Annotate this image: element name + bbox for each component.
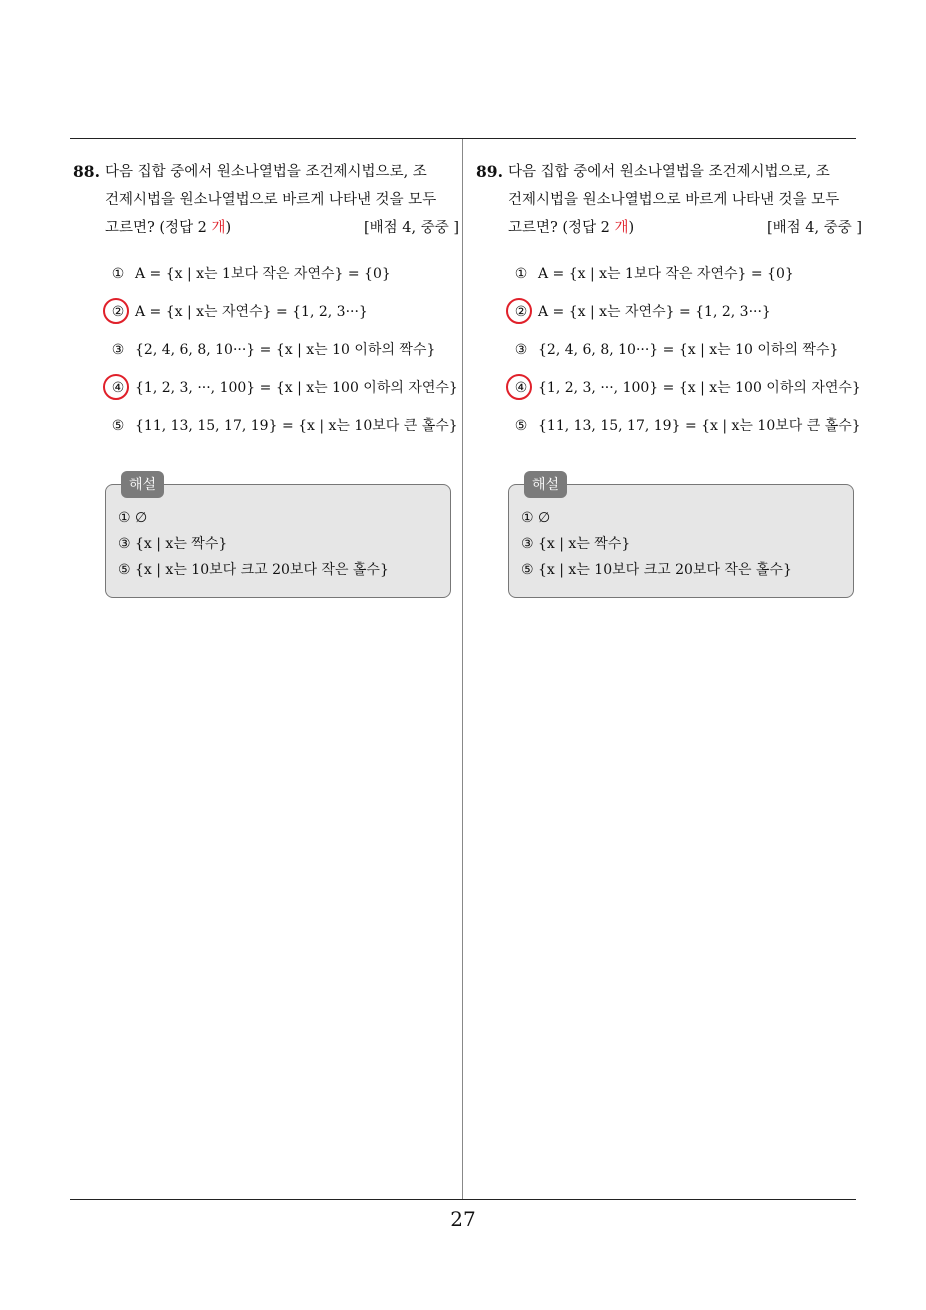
stem-line-3 bbox=[105, 214, 459, 242]
column-divider bbox=[462, 139, 463, 1199]
explanation-box bbox=[105, 477, 451, 598]
answer-count-unit: 개 bbox=[614, 220, 629, 236]
choice-5[interactable] bbox=[510, 414, 862, 438]
choice-3[interactable] bbox=[107, 338, 459, 362]
stem-line-3 bbox=[508, 214, 862, 242]
choice-text: {1, 2, 3, ···, 100} = {x | x는 100 이하의 자연수} bbox=[135, 380, 458, 396]
stem-line-1: 다음 집합 중에서 원소나열법을 조건제시법으로, 조 bbox=[105, 164, 427, 180]
choice-list bbox=[510, 262, 862, 438]
explanation-line: ③ {x | x는 짝수} bbox=[118, 536, 228, 552]
explanation-line: ⑤ {x | x는 10보다 크고 20보다 작은 홀수} bbox=[118, 562, 389, 578]
choice-text: {2, 4, 6, 8, 10···} = {x | x는 10 이하의 짝수} bbox=[538, 342, 839, 358]
choice-1[interactable] bbox=[107, 262, 459, 286]
choice-marker: ③ bbox=[111, 342, 125, 358]
choice-4[interactable] bbox=[510, 376, 862, 400]
stem-line-1: 다음 집합 중에서 원소나열법을 조건제시법으로, 조 bbox=[508, 164, 830, 180]
bottom-rule bbox=[70, 1199, 856, 1200]
question-88 bbox=[73, 158, 459, 598]
choice-text: {1, 2, 3, ···, 100} = {x | x는 100 이하의 자연수} bbox=[538, 380, 861, 396]
choice-5[interactable] bbox=[107, 414, 459, 438]
choice-marker: ④ bbox=[514, 380, 528, 396]
explanation-title: 해설 bbox=[524, 471, 567, 498]
choice-2[interactable] bbox=[510, 300, 862, 324]
choice-marker: ② bbox=[111, 304, 125, 320]
answer-count-suffix: ) bbox=[225, 220, 232, 236]
choice-marker: ① bbox=[514, 266, 528, 282]
choice-3[interactable] bbox=[510, 338, 862, 362]
choice-1[interactable] bbox=[510, 262, 862, 286]
explanation-line: ① ∅ bbox=[118, 510, 148, 526]
choice-marker: ⑤ bbox=[514, 418, 528, 434]
explanation-lines bbox=[521, 505, 792, 583]
question-number: 88. bbox=[73, 162, 100, 181]
choice-text: A = {x | x는 1보다 작은 자연수} = {0} bbox=[135, 266, 391, 282]
choice-marker: ③ bbox=[514, 342, 528, 358]
stem-line-2: 건제시법을 원소나열법으로 바르게 나타낸 것을 모두 bbox=[508, 192, 840, 208]
choice-marker: ② bbox=[514, 304, 528, 320]
answer-count-unit: 개 bbox=[211, 220, 226, 236]
explanation-line: ③ {x | x는 짝수} bbox=[521, 536, 631, 552]
choice-4[interactable] bbox=[107, 376, 459, 400]
choice-text: {2, 4, 6, 8, 10···} = {x | x는 10 이하의 짝수} bbox=[135, 342, 436, 358]
choice-marker: ④ bbox=[111, 380, 125, 396]
page-number: 27 bbox=[450, 1207, 476, 1231]
choice-2[interactable] bbox=[107, 300, 459, 324]
explanation-box bbox=[508, 477, 854, 598]
top-rule bbox=[70, 138, 856, 139]
choice-text: {11, 13, 15, 17, 19} = {x | x는 10보다 큰 홀수} bbox=[135, 418, 458, 434]
choice-text: A = {x | x는 1보다 작은 자연수} = {0} bbox=[538, 266, 794, 282]
choice-text: {11, 13, 15, 17, 19} = {x | x는 10보다 큰 홀수} bbox=[538, 418, 861, 434]
question-stem bbox=[73, 158, 459, 242]
explanation-line: ⑤ {x | x는 10보다 크고 20보다 작은 홀수} bbox=[521, 562, 792, 578]
answer-count-prefix: 고르면? (정답 2 bbox=[508, 220, 615, 236]
choice-list bbox=[107, 262, 459, 438]
choice-text: A = {x | x는 자연수} = {1, 2, 3···} bbox=[538, 304, 771, 320]
question-89 bbox=[476, 158, 862, 598]
explanation-lines bbox=[118, 505, 389, 583]
score-label: [배점 4, 중중 ] bbox=[766, 220, 862, 236]
stem-line-2: 건제시법을 원소나열법으로 바르게 나타낸 것을 모두 bbox=[105, 192, 437, 208]
question-number: 89. bbox=[476, 162, 503, 181]
explanation-line: ① ∅ bbox=[521, 510, 551, 526]
answer-count-prefix: 고르면? (정답 2 bbox=[105, 220, 212, 236]
explanation-title: 해설 bbox=[121, 471, 164, 498]
choice-marker: ① bbox=[111, 266, 125, 282]
choice-text: A = {x | x는 자연수} = {1, 2, 3···} bbox=[135, 304, 368, 320]
score-label: [배점 4, 중중 ] bbox=[363, 220, 459, 236]
question-stem bbox=[476, 158, 862, 242]
choice-marker: ⑤ bbox=[111, 418, 125, 434]
answer-count-suffix: ) bbox=[628, 220, 635, 236]
